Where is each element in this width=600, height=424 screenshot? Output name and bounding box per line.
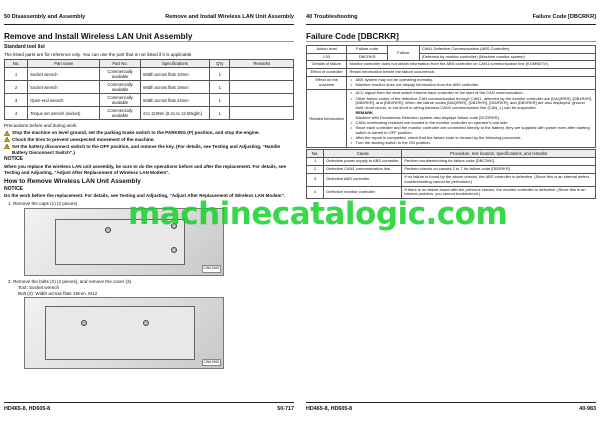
table-cell: 4 to 123Nm {0.41 to 12.50kgfm} bbox=[140, 107, 209, 120]
table-cell: Defective power supply to ABS controller bbox=[324, 158, 402, 166]
list-item: • Other failure codes of the defective CAN communication through CAN1, detected by the monitor controller are [DAQRKR], [DB1RKR], [DB2RKR], and [DBVRKR]. When the failure codes [DAQRKR], [DB1RKR], [DB2RKR], and [DBVRKR] are also displayed, ground fault, short circuit, or hot short in wiring harness CAN1 communication line (CAN_L) can be suspected. bbox=[349, 97, 593, 111]
photo-cover bbox=[24, 297, 224, 369]
right-header-title: Failure Code [DBCRKR] bbox=[532, 14, 596, 20]
tool-list-heading: Standard tool list bbox=[4, 43, 45, 50]
action-level-value: L03 bbox=[307, 53, 347, 61]
cause-col-procedure: Procedure, test location, specifications, and remarks bbox=[402, 150, 596, 158]
photo-cover-shape bbox=[45, 306, 195, 360]
step-2 bbox=[8, 279, 294, 296]
table-cell: Torque set wrench (socket) bbox=[28, 107, 100, 120]
effect-controller-label: Effect of controller bbox=[307, 69, 347, 77]
related-info-value bbox=[347, 90, 596, 148]
failure-code-value: DBCRKR bbox=[347, 53, 387, 61]
notice-text: When you replace the wireless LAN unit assembly, be sure to do the operations before and after the replacement. For details, see Testing and Adjusting, "Adjust After Replacement of Wireless LAN Modem". bbox=[4, 164, 286, 175]
failure-desc-2: (Detected by monitor controller) (Machine monitor system) bbox=[419, 53, 595, 61]
step-2-bolt: Bolt (2): Width across flats 19mm, M12 bbox=[18, 290, 98, 296]
tool-col-remarks: Remarks bbox=[230, 60, 294, 68]
table-row bbox=[307, 61, 596, 69]
remark-label: REMARK bbox=[355, 110, 374, 116]
table-cell: Width across flats 19mm bbox=[140, 81, 209, 94]
table-cell: 1 bbox=[210, 68, 230, 81]
table-cell bbox=[230, 107, 294, 120]
table-cell: Commercially available bbox=[100, 107, 140, 120]
right-footer-model: HD465-8, HD605-8 bbox=[306, 406, 353, 412]
warning-item bbox=[4, 144, 294, 156]
cause-col-no: No. bbox=[307, 150, 324, 158]
list-item: • ACC signal from the start switch informs each controller of the start of the CAN communication. bbox=[349, 91, 593, 96]
notice-text: Do the work before the replacement. For details, see Testing and Adjusting, "Adjust After Replacement of Wireless LAN Modem". bbox=[4, 193, 286, 199]
left-header-title: Remove and Install Wireless LAN Unit Assembly bbox=[165, 14, 294, 20]
table-cell: 4 bbox=[307, 186, 324, 199]
warning-item bbox=[4, 137, 294, 143]
cause-table bbox=[306, 149, 596, 199]
tool-col-no: No. bbox=[5, 60, 28, 68]
table-row bbox=[5, 68, 294, 81]
table-cell: Socket wrench bbox=[28, 68, 100, 81]
watermark-text: machinecatalogic.com bbox=[128, 196, 508, 232]
effect-controller-value: Retain information before the failure occurrence. bbox=[347, 69, 596, 77]
warning-item bbox=[4, 130, 294, 136]
failure-label: Failure bbox=[387, 45, 419, 61]
table-cell: Open-end wrench bbox=[28, 94, 100, 107]
cap-marker bbox=[171, 247, 177, 253]
action-level-label: Action level bbox=[307, 45, 347, 53]
table-row bbox=[307, 90, 596, 148]
left-footer-page: 50-717 bbox=[277, 406, 294, 412]
table-cell bbox=[230, 94, 294, 107]
table-cell: Defective monitor controller bbox=[324, 186, 402, 199]
failure-desc-1: CAN1 Defective Communication (ABS Controller) bbox=[419, 45, 595, 53]
notice-label: NOTICE bbox=[4, 156, 23, 163]
table-cell: Defective CAN1 communication line bbox=[324, 166, 402, 174]
step-2-line: 2. Remove the bolts (2) (2 pieces), and remove the cover (3). bbox=[8, 278, 133, 284]
remark-text: Machine with Drowsiness Detection system also displays failure code [DCRRKR]. bbox=[355, 115, 500, 121]
table-cell bbox=[230, 68, 294, 81]
right-page-header bbox=[306, 14, 596, 25]
right-header-section: 40 Troubleshooting bbox=[306, 14, 358, 20]
left-page-header bbox=[4, 14, 294, 25]
list-item: • CAN1 terminating resistors are located in the monitor controller on operator's cab side. bbox=[349, 121, 593, 126]
step-2-tool: Tool: Socket wrench bbox=[18, 284, 60, 290]
table-cell: Commercially available bbox=[100, 68, 140, 81]
tool-col-part-no: Part No. bbox=[100, 60, 140, 68]
table-row bbox=[5, 94, 294, 107]
table-row bbox=[307, 158, 596, 166]
warning-text: Set the battery disconnect switch to the OFF position, and remove the key. (For details, see Testing and Adjusting, "Handle Battery Disconnect Switch".) bbox=[12, 143, 281, 155]
photo-tag: CWK1905 bbox=[202, 265, 221, 273]
failure-code-table bbox=[306, 45, 596, 149]
right-page-content bbox=[306, 34, 596, 199]
table-cell: 1 bbox=[210, 107, 230, 120]
warning-text: Chock the tires to prevent unexpected movement of the machine. bbox=[12, 136, 155, 142]
table-cell: 3 bbox=[5, 94, 28, 107]
photo-tag: CWK1906 bbox=[202, 359, 221, 367]
list-item: • Since each controller and the monitor controller are connected directly to the battery, they are supplied with power even after starting switch is turned to OFF position. bbox=[349, 126, 593, 136]
table-cell: 2 bbox=[307, 166, 324, 174]
list-item: • Machine monitor does not display information from the ABS controller. bbox=[349, 83, 593, 88]
table-cell: 1 bbox=[307, 158, 324, 166]
right-page-footer bbox=[306, 402, 596, 412]
table-cell: 4 bbox=[5, 107, 28, 120]
list-item: • After the repair is completed, check that the failure code is cleared by the following procedure. bbox=[349, 136, 593, 141]
failure-code-label: Failure code bbox=[347, 45, 387, 53]
left-header-section: 50 Disassembly and Assembly bbox=[4, 14, 86, 20]
table-cell: Commercially available bbox=[100, 81, 140, 94]
related-info-label: Related information bbox=[307, 90, 347, 148]
table-row bbox=[5, 81, 294, 94]
warning-triangle-icon bbox=[4, 131, 10, 136]
list-item: • ABS system may not be operating normally. bbox=[349, 78, 593, 83]
table-cell: Defective ABS controller bbox=[324, 174, 402, 187]
left-page-footer bbox=[4, 402, 294, 412]
table-row bbox=[307, 174, 596, 187]
warning-text: Stop the machine on level ground, set the parking brake switch to the PARKING (P) position, and stop the engine. bbox=[12, 130, 260, 136]
table-cell: 3 bbox=[307, 174, 324, 187]
tool-table-header bbox=[5, 60, 294, 68]
notice-label: NOTICE bbox=[4, 185, 23, 192]
details-value: Monitor controller does not obtain information from the ABS controller on CAN1 communication line (KOMNET/r). bbox=[347, 61, 596, 69]
effect-machine-label: Effect on the machine bbox=[307, 76, 347, 89]
right-page-title: Failure Code [DBCRKR] bbox=[306, 34, 596, 42]
left-footer-model: HD465-8, HD605-8 bbox=[4, 406, 51, 412]
precaution-heading: Precautions before and during work bbox=[4, 123, 77, 129]
table-row bbox=[307, 69, 596, 77]
effect-machine-value bbox=[347, 76, 596, 89]
table-row bbox=[5, 107, 294, 120]
table-cell: Width across flats 24mm bbox=[140, 94, 209, 107]
table-row bbox=[307, 76, 596, 89]
cause-table-header bbox=[307, 150, 596, 158]
tool-col-specifications: Specifications bbox=[140, 60, 209, 68]
tool-list-intro: The listed parts are for reference only. You can use the part that is not listed if it is applicable. bbox=[4, 51, 193, 57]
tool-col-part-name: Part name bbox=[28, 60, 100, 68]
table-row bbox=[307, 45, 596, 53]
table-cell: Width across flats 10mm bbox=[140, 68, 209, 81]
right-footer-page: 40-983 bbox=[579, 406, 596, 412]
warning-triangle-icon bbox=[4, 144, 10, 149]
cause-col-cause: Cause bbox=[324, 150, 402, 158]
step-1: 1. Remove the caps (1) (2 pieces). bbox=[8, 201, 79, 207]
table-cell: 1 bbox=[5, 68, 28, 81]
tool-col-qty: Q'ty bbox=[210, 60, 230, 68]
table-cell: Perform troubleshooting for failure code [DBC3KK]. bbox=[402, 158, 596, 166]
table-cell: Socket wrench bbox=[28, 81, 100, 94]
table-row bbox=[307, 53, 596, 61]
warning-triangle-icon bbox=[4, 137, 10, 142]
table-cell: Commercially available bbox=[100, 94, 140, 107]
table-cell: Perform checks on causes 2 to 7 for failure code [DB2RKR]. bbox=[402, 166, 596, 174]
tool-table bbox=[4, 59, 294, 120]
table-cell: If no failure is found by the above checks, the ABS controller is defective. (Since this is an internal defect, troubleshooting cannot be performed.) bbox=[402, 174, 596, 187]
details-label: Details of failure bbox=[307, 61, 347, 69]
left-page-title: Remove and Install Wireless LAN Unit Assembly bbox=[4, 34, 294, 42]
table-cell: 2 bbox=[5, 81, 28, 94]
table-cell: If there is no failure found with the previous checks, the monitor controller is defective. (Since this is an internal problem, you cannot troubleshoot.) bbox=[402, 186, 596, 199]
remove-procedure-heading: How to Remove Wireless LAN Unit Assembly bbox=[4, 177, 141, 185]
table-cell bbox=[230, 81, 294, 94]
table-row bbox=[307, 166, 596, 174]
list-item: • Turn the starting switch to the ON position. bbox=[349, 141, 593, 146]
table-cell: 1 bbox=[210, 94, 230, 107]
table-cell: 1 bbox=[210, 81, 230, 94]
cap-marker bbox=[105, 227, 111, 233]
